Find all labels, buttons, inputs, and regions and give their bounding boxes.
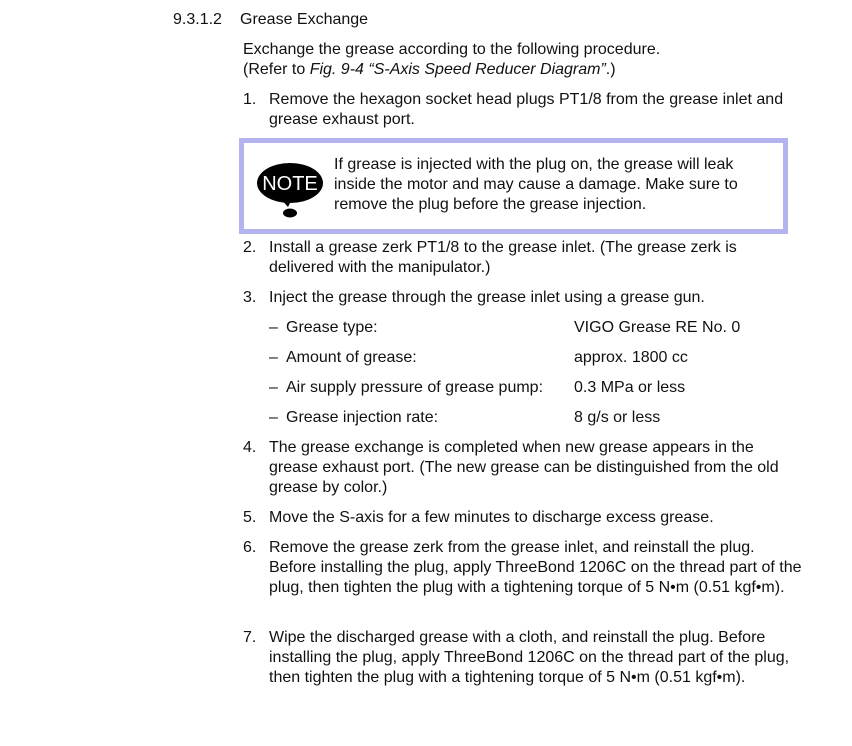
- spec-item-rate: [269, 408, 789, 428]
- step-6: [243, 538, 803, 598]
- figure-reference-link: Fig. 9-4 “S-Axis Speed Reducer Diagram”: [309, 61, 606, 78]
- step-number: 1.: [243, 91, 257, 108]
- step-1: [243, 90, 803, 130]
- spec-dash: –: [269, 349, 278, 366]
- ref-suffix: .): [605, 61, 616, 78]
- step-3: [243, 288, 803, 308]
- step-text: Move the S-axis for a few minutes to discharge excess grease.: [269, 509, 714, 526]
- step-number: 6.: [243, 539, 257, 556]
- note-icon: [257, 161, 323, 219]
- ref-prefix: (Refer to: [243, 61, 310, 78]
- note-icon-label: NOTE: [262, 173, 318, 195]
- step-text: Inject the grease through the grease inlet using a grease gun.: [269, 289, 705, 306]
- spec-label: Amount of grease:: [286, 349, 417, 366]
- note-box: [239, 138, 788, 234]
- spec-item-amount: [269, 348, 789, 368]
- spec-dash: –: [269, 379, 278, 396]
- step-number: 2.: [243, 239, 257, 256]
- intro-paragraph: [243, 40, 823, 80]
- step-7: [243, 628, 803, 688]
- step-text: Wipe the discharged grease with a cloth, and reinstall the plug. Before installing the plug, apply ThreeBond 1206C on the thread part of the plug, then tighten the plug with a tightening torque of 5 N•m (0.51 kgf•m).: [269, 629, 790, 686]
- step-number: 5.: [243, 509, 257, 526]
- step-5: [243, 508, 803, 528]
- step-text: The grease exchange is completed when new grease appears in the grease exhaust port. (The new grease can be distinguished from the old grease by color.): [269, 439, 779, 496]
- step-number: 3.: [243, 289, 257, 306]
- spec-value: 0.3 MPa or less: [574, 379, 686, 396]
- spec-value: VIGO Grease RE No. 0: [574, 319, 741, 336]
- step-text: Remove the grease zerk from the grease inlet, and reinstall the plug. Before installing the plug, apply ThreeBond 1206C on the thread part of the plug, then tighten the plug with a tightening torque of 5 N•m (0.51 kgf•m).: [269, 539, 802, 596]
- step-number: 4.: [243, 439, 257, 456]
- step-number: 7.: [243, 629, 257, 646]
- spec-value: 8 g/s or less: [574, 409, 661, 426]
- step-text: Install a grease zerk PT1/8 to the grease inlet. (The grease zerk is delivered with the manipulator.): [269, 239, 737, 276]
- section-title: Grease Exchange: [240, 11, 369, 28]
- section-heading: [173, 11, 368, 29]
- intro-reference: [243, 60, 823, 80]
- section-number: 9.3.1.2: [173, 11, 222, 28]
- spec-item-pressure: [269, 378, 789, 398]
- step-2: [243, 238, 803, 278]
- spec-label: Grease injection rate:: [286, 409, 439, 426]
- note-text: If grease is injected with the plug on, the grease will leak inside the motor and may cause a damage. Make sure to remove the plug before the grease injection.: [334, 156, 738, 213]
- step-4: [243, 438, 803, 498]
- spec-dash: –: [269, 409, 278, 426]
- spec-dash: –: [269, 319, 278, 336]
- spec-label: Air supply pressure of grease pump:: [286, 379, 544, 396]
- intro-line: Exchange the grease according to the following procedure.: [243, 41, 661, 58]
- step-text: Remove the hexagon socket head plugs PT1/8 from the grease inlet and grease exhaust port.: [269, 91, 784, 128]
- spec-value: approx. 1800 cc: [574, 349, 688, 366]
- spec-item-grease-type: [269, 318, 789, 338]
- spec-label: Grease type:: [286, 319, 378, 336]
